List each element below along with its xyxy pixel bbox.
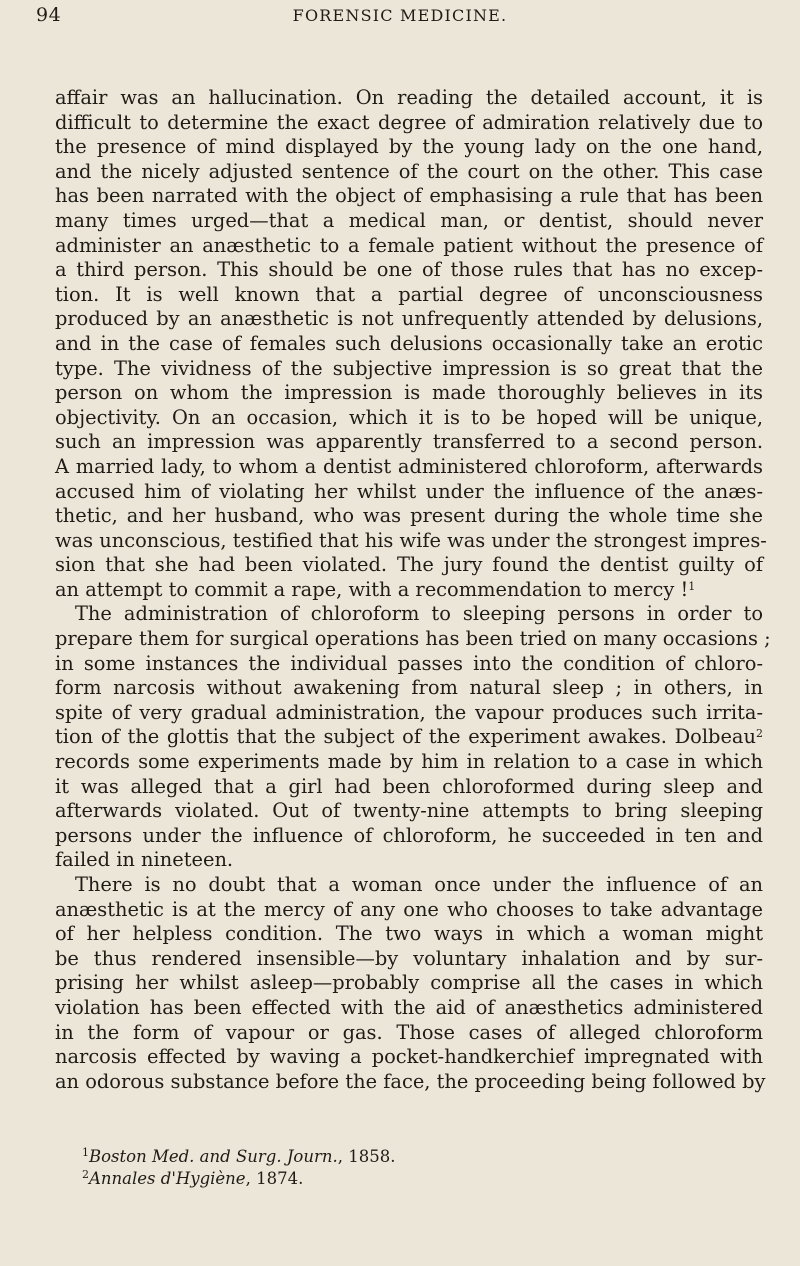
footnote: $^2$Annales d'Hygiène, 1874.	[82, 1168, 304, 1188]
text-line	[55, 775, 763, 800]
text-line	[55, 160, 763, 185]
text-line-content: affair was an hallucination. On reading the detailed account, it is	[55, 86, 763, 109]
text-line-content: There is no doubt that a woman once under the influence of an	[75, 873, 763, 896]
text-line-content: administer an anæsthetic to a female patient without the presence of	[55, 233, 763, 257]
text-line-content: failed in nineteen.	[55, 848, 234, 872]
text-line	[55, 1045, 763, 1070]
text-line	[55, 922, 763, 947]
text-line	[55, 898, 763, 923]
footnotes	[82, 1146, 682, 1190]
text-line-content: a third person. This should be one of those rules that has no excep-	[55, 258, 763, 282]
text-line-content: spite of very gradual administration, the vapour produces such irrita-	[55, 700, 763, 724]
text-line-content: thetic, and her husband, who was present during the whole time she	[55, 504, 763, 528]
text-line-content: objectivity. On an occasion, which it is to be hoped will be unique,	[55, 405, 763, 429]
text-line-content: tion. It is well known that a partial degree of unconsciousness	[55, 282, 763, 306]
page-number: 94	[36, 4, 62, 26]
text-line-content: and the nicely adjusted sentence of the court on the other. This case	[55, 159, 763, 183]
text-line	[55, 701, 763, 726]
text-line-content: persons under the influence of chloroform, he succeeded in ten and	[55, 823, 763, 847]
text-line	[55, 971, 763, 996]
text-line-content: in some instances the individual passes into the condition of chloro-	[55, 651, 763, 675]
text-line	[55, 750, 763, 775]
text-line	[55, 528, 767, 554]
page-header	[0, 4, 800, 30]
text-line-content: violation has been effected with the aid of anæsthetics administered	[55, 995, 763, 1019]
text-line-content: accused him of violating her whilst under the influence of the anæs-	[55, 479, 763, 503]
text-line-content: prising her whilst asleep—probably comprise all the cases in which	[55, 971, 763, 995]
text-line-content: produced by an anæsthetic is not unfrequently attended by delusions,	[55, 307, 763, 331]
text-line-content: A married lady, to whom a dentist administered chloroform, afterwards	[55, 454, 763, 478]
text-line	[55, 86, 763, 111]
text-line-content: sion that she had been violated. The jury found the dentist guilty of	[55, 553, 763, 577]
text-line-content: it was alleged that a girl had been chloroformed during sleep and	[55, 774, 763, 798]
text-line-content: records some experiments made by him in relation to a case in which	[55, 750, 763, 774]
footnote-mark: 1	[82, 1146, 89, 1159]
text-line	[55, 283, 763, 308]
text-line	[55, 357, 763, 382]
text-line	[55, 184, 763, 209]
footnote-year: 1874.	[256, 1169, 304, 1188]
text-line	[55, 553, 763, 578]
text-line	[55, 480, 763, 505]
text-line	[55, 406, 763, 431]
text-line-content: has been narrated with the object of emphasising a rule that has been	[55, 184, 763, 208]
footnote-year: 1858.	[348, 1147, 396, 1166]
text-line	[55, 111, 763, 136]
text-line	[55, 824, 763, 849]
text-line-content: be thus rendered insensible—by voluntary inhalation and by sur-	[55, 946, 763, 970]
text-line-content: such an impression was apparently transferred to a second person.	[55, 430, 763, 454]
text-line	[55, 602, 763, 627]
text-line-content: an attempt to commit a rape, with a recommendation to mercy !	[55, 577, 689, 601]
text-line	[55, 799, 763, 824]
text-line	[55, 578, 763, 603]
text-line	[55, 455, 763, 480]
text-line	[55, 209, 763, 234]
text-line-content: of her helpless condition. The two ways in which a woman might	[55, 922, 763, 946]
text-line	[55, 504, 763, 529]
text-line	[55, 873, 763, 898]
text-line-content: difficult to determine the exact degree of admiration relatively due to	[55, 110, 763, 134]
text-line-content: tion of the glottis that the subject of the experiment awakes. Dolbeau	[55, 725, 756, 749]
text-line-content: narcosis effected by waving a pocket-handkerchief impregnated with	[55, 1045, 763, 1069]
text-line-content: the presence of mind displayed by the young lady on the one hand,	[55, 135, 763, 159]
text-line-content: in the form of vapour or gas. Those cases of alleged chloroform	[55, 1020, 763, 1044]
text-line-content: many times urged—that a medical man, or dentist, should never	[55, 208, 763, 232]
body-text	[55, 86, 771, 1094]
text-line-content: prepare them for surgical operations has been tried on many occasions ;	[55, 627, 771, 651]
footnote-mark: 2	[82, 1168, 89, 1181]
text-line	[55, 725, 763, 750]
footnote-reference: 1	[688, 579, 696, 593]
footnote: $^1$Boston Med. and Surg. Journ., 1858.	[82, 1146, 396, 1166]
text-line	[55, 430, 763, 455]
text-line	[55, 848, 763, 873]
text-line	[55, 135, 763, 160]
text-line	[55, 652, 763, 677]
text-line-content: type. The vividness of the subjective impression is so great that the	[55, 356, 763, 380]
text-line	[55, 1021, 763, 1046]
text-line	[55, 676, 763, 701]
text-line	[55, 381, 763, 406]
footnote-source: Boston Med. and Surg. Journ.	[89, 1147, 338, 1166]
text-line	[55, 947, 763, 972]
text-line	[55, 307, 763, 332]
text-line-content: anæsthetic is at the mercy of any one who chooses to take advantage	[55, 897, 763, 921]
text-line-content: an odorous substance before the face, the proceeding being followed by	[55, 1069, 766, 1093]
text-line	[55, 234, 763, 259]
footnote-source: Annales d'Hygiène	[89, 1169, 246, 1188]
text-line-content: afterwards violated. Out of twenty-nine attempts to bring sleeping	[55, 799, 763, 823]
text-line	[55, 627, 771, 652]
text-line	[55, 1069, 766, 1095]
text-line-content: The administration of chloroform to sleeping persons in order to	[75, 602, 763, 626]
text-line	[55, 258, 763, 283]
text-line-content: form narcosis without awakening from natural sleep ; in others, in	[55, 676, 763, 700]
text-line-content: person on whom the impression is made thoroughly believes in its	[55, 381, 763, 405]
text-line	[55, 996, 763, 1021]
text-line-content: and in the case of females such delusions occasionally take an erotic	[55, 331, 763, 355]
footnote-reference: 2	[756, 727, 763, 741]
text-line	[55, 332, 763, 357]
text-line-content: was unconscious, testified that his wife was under the strongest impres-	[55, 528, 767, 552]
running-title: FORENSIC MEDICINE.	[292, 6, 508, 25]
